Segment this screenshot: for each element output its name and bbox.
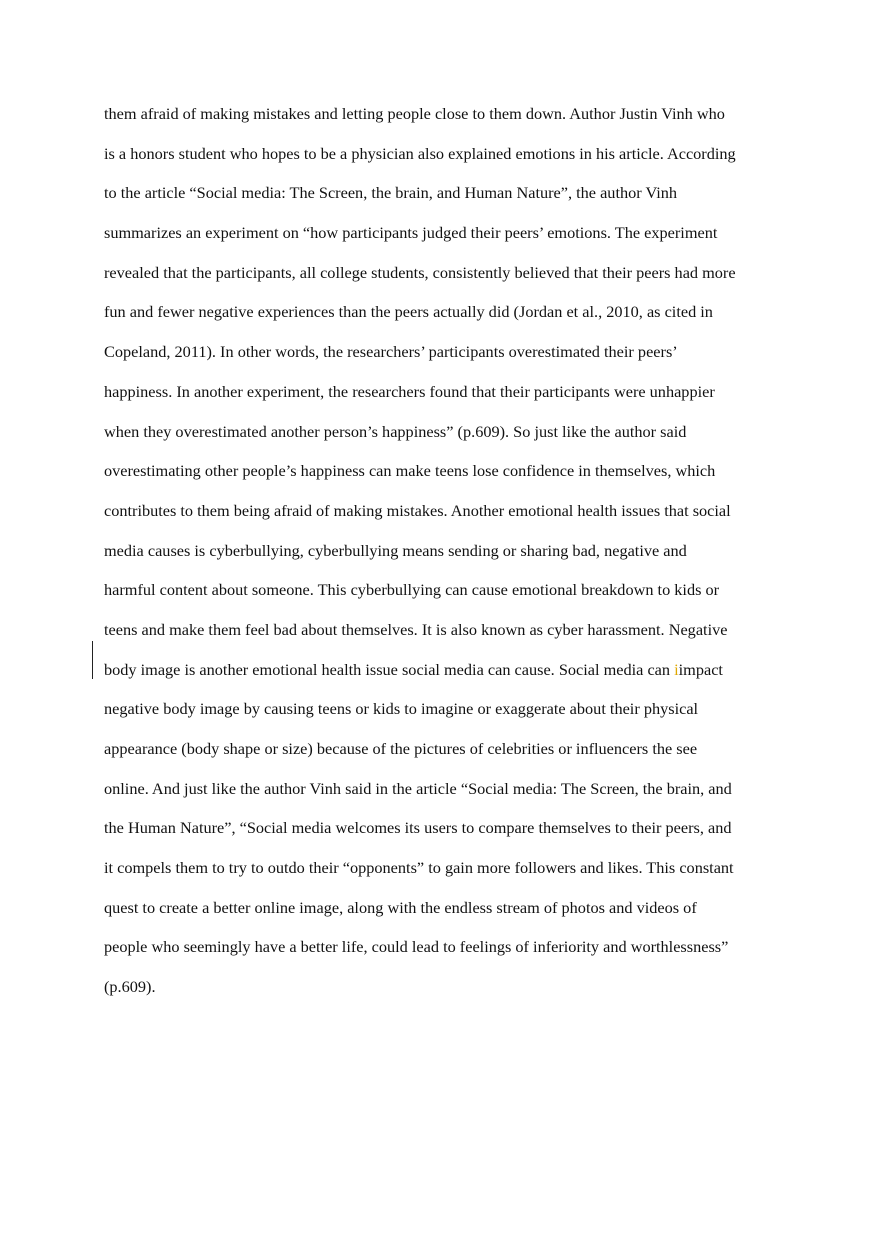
text-line: overestimating other people’s happiness can make teens lose confidence in themselves, which [104, 461, 716, 481]
text-line: (p.609). [104, 977, 156, 997]
text-segment: body image is another emotional health issue social media can cause. Social media can [104, 659, 675, 679]
text-line: happiness. In another experiment, the researchers found that their participants were unhappier [104, 381, 715, 401]
text-line: media causes is cyberbullying, cyberbullying means sending or sharing bad, negative and [104, 540, 687, 560]
text-line-tracked [104, 654, 804, 694]
text-line: people who seemingly have a better life, could lead to feelings of inferiority and worthlessness” [104, 937, 729, 957]
text-line: summarizes an experiment on “how participants judged their peers’ emotions. The experiment [104, 223, 718, 243]
body-text[interactable] [104, 98, 804, 1011]
text-line: quest to create a better online image, along with the endless stream of photos and videos of [104, 897, 697, 917]
text-line: harmful content about someone. This cyberbullying can cause emotional breakdown to kids or [104, 580, 720, 600]
text-line: the Human Nature”, “Social media welcomes its users to compare themselves to their peers, and [104, 818, 732, 838]
text-line: is a honors student who hopes to be a physician also explained emotions in his article. According [104, 143, 736, 163]
text-line: fun and fewer negative experiences than the peers actually did (Jordan et al., 2010, as cited in [104, 302, 713, 322]
text-line: online. And just like the author Vinh said in the article “Social media: The Screen, the brain, and [104, 778, 732, 798]
text-segment: impact [678, 659, 723, 679]
tracked-insertion[interactable]: i [674, 659, 679, 679]
text-line: revealed that the participants, all college students, consistently believed that their peers had more [104, 262, 736, 282]
text-line: it compels them to try to outdo their “opponents” to gain more followers and likes. This constant [104, 858, 734, 878]
revision-change-bar [92, 641, 93, 679]
text-line: appearance (body shape or size) because of the pictures of celebrities or influencers the see [104, 739, 698, 758]
text-line: to the article “Social media: The Screen, the brain, and Human Nature”, the author Vinh [104, 183, 678, 203]
text-line: negative body image by causing teens or kids to imagine or exaggerate about their physical [104, 699, 699, 719]
text-line: teens and make them feel bad about themselves. It is also known as cyber harassment. Negative [104, 619, 728, 639]
text-line: Copeland, 2011). In other words, the researchers’ participants overestimated their peers’ [104, 342, 678, 362]
text-line: when they overestimated another person’s happiness” (p.609). So just like the author said [104, 421, 687, 441]
text-line: contributes to them being afraid of making mistakes. Another emotional health issues that social [104, 500, 731, 520]
text-line: them afraid of making mistakes and letting people close to them down. Author Justin Vinh who [104, 104, 725, 123]
